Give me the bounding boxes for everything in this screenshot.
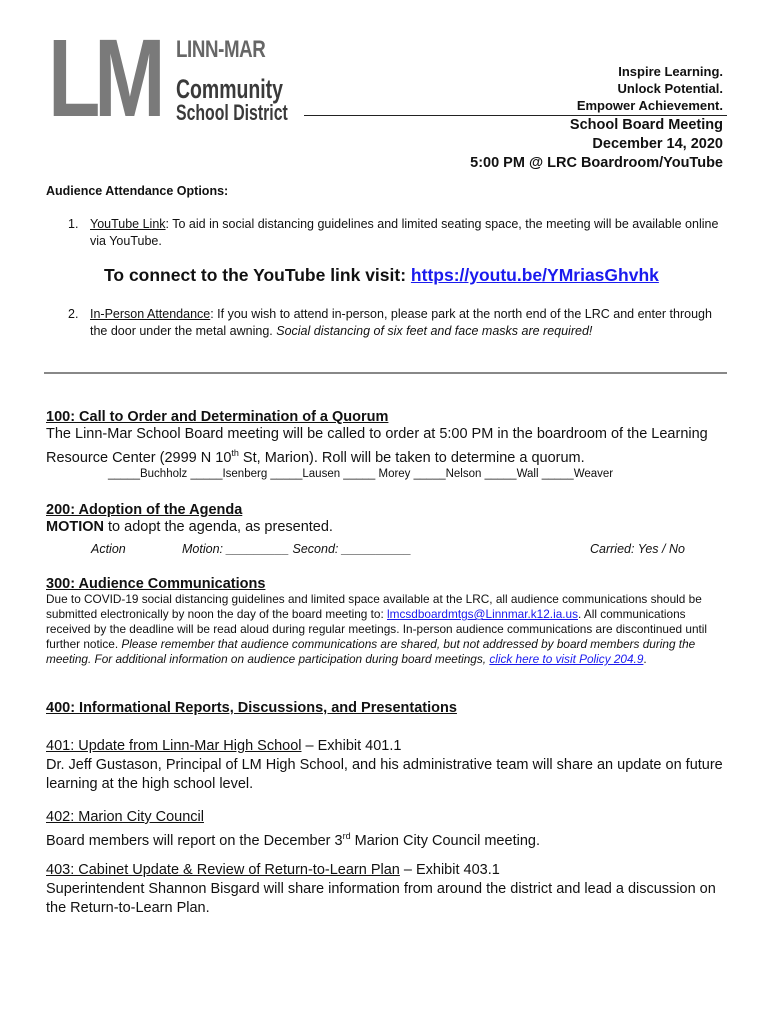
ordinal-suffix: th <box>231 448 239 458</box>
tagline-line-2: Unlock Potential. <box>617 81 723 96</box>
item-number: 2. <box>68 307 79 321</box>
youtube-url-link[interactable]: https://youtu.be/YMriasGhvhk <box>410 265 659 285</box>
attendance-item-youtube <box>68 216 728 250</box>
communications-note: Please remember that audience communications are shared, but not addressed by board members during the meeting. For additional information on audience participation during board meetings, <box>46 637 696 666</box>
logo-line-1: LINN-MAR <box>176 36 266 63</box>
youtube-link-text: : To aid in social distancing guidelines and limited seating space, the meeting will be available online via YouTube. <box>90 217 719 248</box>
section-300-text <box>46 592 726 667</box>
item-401 <box>46 737 726 794</box>
in-person-text: : If you wish to attend in-person, please park at the north end of the LRC and enter through the door under the metal awning. <box>90 307 712 338</box>
attendance-item-in-person <box>68 306 728 340</box>
youtube-connect-prefix: To connect to the YouTube link visit: <box>104 265 411 285</box>
section-divider <box>44 372 727 374</box>
item-401-exhibit: – Exhibit 401.1 <box>301 738 402 754</box>
item-403-exhibit: – Exhibit 403.1 <box>399 862 500 878</box>
meeting-time-place: 5:00 PM @ LRC Boardroom/YouTube <box>470 155 723 171</box>
meeting-info <box>470 116 723 173</box>
section-200-heading: 200: Adoption of the Agenda <box>46 502 243 518</box>
item-402 <box>46 808 726 851</box>
motion-second-fields: Motion: _________ Second: __________ <box>182 542 412 556</box>
communications-text: Due to COVID-19 social distancing guidelines and limited space available at the LRC, all audience communications should be submitted electronically by noon the day of the board meeting to: <box>46 592 702 621</box>
agenda-motion <box>46 518 726 537</box>
meeting-title: School Board Meeting <box>569 117 723 133</box>
email-link[interactable]: lmcsdboardmtgs@Linnmar.k12.ia.us <box>387 607 578 621</box>
tagline <box>577 63 723 114</box>
section-100-text <box>46 425 726 468</box>
section-200 <box>46 502 726 537</box>
period: . <box>643 652 647 666</box>
section-100 <box>46 409 726 468</box>
call-to-order-text-end: St, Marion). Roll will be taken to determine a quorum. <box>238 449 585 466</box>
item-402-title: 402: Marion City Council <box>46 809 204 825</box>
attendance-heading: Audience Attendance Options: <box>46 184 229 198</box>
meeting-date: December 14, 2020 <box>592 136 723 152</box>
communications-text-2: . All communications received by the deadline will be read aloud during regular meetings. In-person audience communications are discontinued until further notice. <box>46 607 708 651</box>
roll-call-list: _____Buchholz _____Isenberg _____Lausen _____ Morey _____Nelson _____Wall _____Weaver <box>108 468 614 480</box>
carried-status: Carried: Yes / No <box>590 542 685 556</box>
in-person-requirement: Social distancing of six feet and face masks are required! <box>276 324 593 338</box>
section-300 <box>46 576 726 667</box>
section-400-heading: 400: Informational Reports, Discussions, and Presentations <box>46 700 457 716</box>
motion-label: MOTION <box>46 519 104 535</box>
item-401-text: Dr. Jeff Gustason, Principal of LM High School, and his administrative team will share an update on future learning at the high school level. <box>46 757 723 792</box>
item-401-title: 401: Update from Linn-Mar High School <box>46 738 302 754</box>
item-402-text-start: Board members will report on the December 3 <box>46 832 343 849</box>
logo-line-2: Community <box>176 74 283 104</box>
tagline-line-1: Inspire Learning. <box>618 64 723 79</box>
section-400 <box>46 700 726 716</box>
in-person-label: In-Person Attendance <box>90 307 211 321</box>
ordinal-suffix: rd <box>342 831 351 841</box>
item-402-text-end: Marion City Council meeting. <box>350 832 540 849</box>
section-300-heading: 300: Audience Communications <box>46 576 266 592</box>
call-to-order-text: The Linn-Mar School Board meeting will be called to order at 5:00 PM in the boardroom of the Learning Resource Center (2999 N 10 <box>46 426 708 466</box>
item-402-text <box>46 827 726 851</box>
item-403-title: 403: Cabinet Update & Review of Return-to-Learn Plan <box>46 862 400 878</box>
motion-text: to adopt the agenda, as presented. <box>104 519 333 535</box>
item-403 <box>46 861 726 918</box>
section-100-heading: 100: Call to Order and Determination of a Quorum <box>46 409 389 425</box>
item-403-text: Superintendent Shannon Bisgard will share information from around the district and lead a discussion on the Return-to-Learn Plan. <box>46 881 716 916</box>
tagline-line-3: Empower Achievement. <box>576 98 723 113</box>
policy-link[interactable]: click here to visit Policy 204.9 <box>489 652 644 666</box>
youtube-link-label: YouTube Link <box>90 217 166 231</box>
youtube-connect-line <box>104 265 659 286</box>
logo-letters: LM <box>48 17 160 140</box>
action-label: Action <box>91 542 126 556</box>
logo-line-3: School District <box>176 100 288 125</box>
district-logo <box>48 17 292 140</box>
item-number: 1. <box>68 217 79 231</box>
